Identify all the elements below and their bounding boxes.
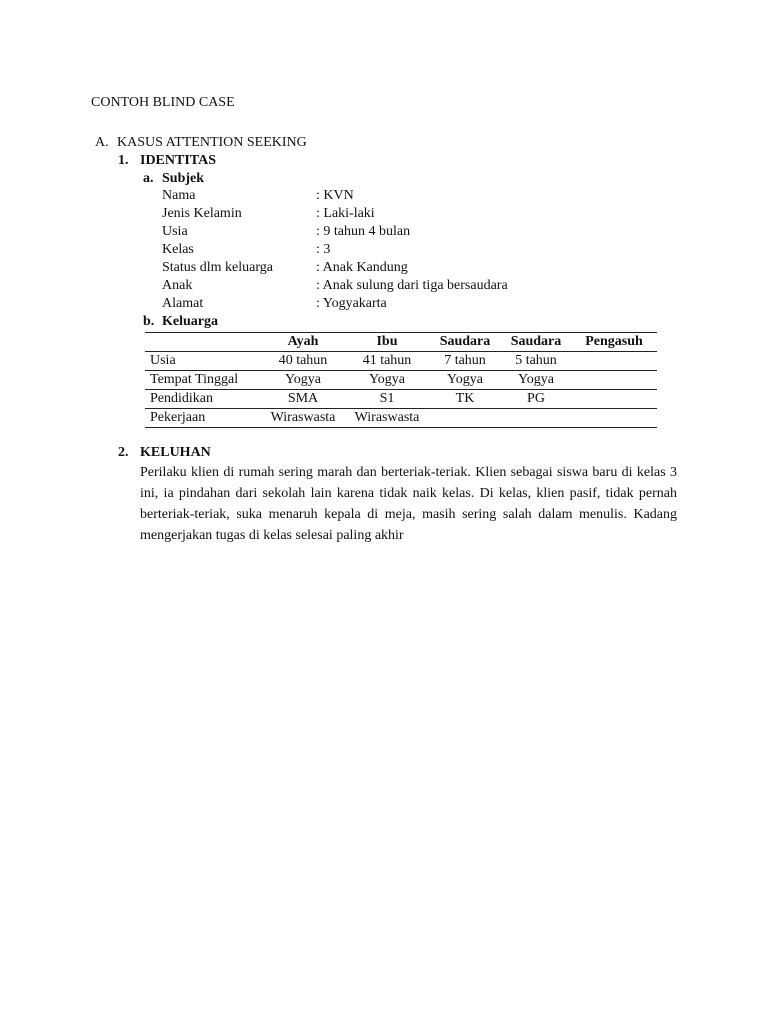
table-cell: 40 tahun <box>278 353 328 368</box>
table-cell: Pekerjaan <box>150 410 206 425</box>
subjek-title: Subjek <box>162 171 205 186</box>
table-cell <box>571 352 657 371</box>
table-row <box>145 390 657 409</box>
table-cell <box>571 409 657 428</box>
field-value: : Anak sulung dari tiga bersaudara <box>316 278 508 293</box>
column-header: Saudara <box>510 334 562 349</box>
identitas-heading <box>118 152 216 170</box>
table-cell: S1 <box>379 391 395 406</box>
subjek-field-row <box>162 205 508 223</box>
table-cell <box>429 409 501 428</box>
table-cell <box>571 390 657 409</box>
field-label: Anak <box>162 278 193 293</box>
table-cell: Tempat Tinggal <box>150 372 239 387</box>
field-value: : KVN <box>316 188 354 203</box>
table-cell: PG <box>527 391 545 406</box>
table-row <box>145 409 657 428</box>
table-cell: Yogya <box>518 372 554 387</box>
keluarga-heading <box>143 313 218 331</box>
field-label: Alamat <box>162 296 204 311</box>
keluarga-table <box>145 332 657 428</box>
document-title: CONTOH BLIND CASE <box>91 95 235 110</box>
field-label: Jenis Kelamin <box>162 206 242 221</box>
field-label: Usia <box>162 224 188 239</box>
subjek-field-row <box>162 241 508 259</box>
subjek-field-row <box>162 187 508 205</box>
keluhan-paragraph: Perilaku klien di rumah sering marah dan berteriak-teriak. Klien sebagai siswa baru di kelas 3 ini, ia pindahan dari sekolah lain karena tidak naik kelas. Di kelas, klien pasif, tidak pernah berteriak-teriak, suka menaruh kepala di meja, masih sering salah dalam menulis. Kadang mengerjakan tugas di kelas selesai paling akhir <box>140 465 677 543</box>
field-value: : Laki-laki <box>316 206 375 221</box>
keluarga-title: Keluarga <box>162 314 218 329</box>
subjek-marker: a. <box>143 171 154 186</box>
table-cell <box>501 409 571 428</box>
table-cell: Usia <box>150 353 176 368</box>
column-header: Pengasuh <box>585 334 643 349</box>
field-label: Status dlm keluarga <box>162 260 273 275</box>
table-cell: Yogya <box>285 372 321 387</box>
field-value: : 9 tahun 4 bulan <box>316 224 411 239</box>
table-cell: Yogya <box>447 372 483 387</box>
subjek-fields <box>162 187 508 313</box>
field-label: Kelas <box>162 242 194 257</box>
field-value: : Yogyakarta <box>316 296 387 311</box>
identitas-title: IDENTITAS <box>140 153 216 168</box>
subjek-field-row <box>162 295 508 313</box>
subjek-field-row <box>162 223 508 241</box>
keluhan-marker: 2. <box>118 445 129 460</box>
table-cell: 5 tahun <box>515 353 557 368</box>
column-header: Ibu <box>376 334 398 349</box>
column-header: Ayah <box>287 334 319 349</box>
table-cell: 7 tahun <box>444 353 486 368</box>
subjek-field-row <box>162 259 508 277</box>
table-cell: Yogya <box>369 372 405 387</box>
section-a-marker: A. <box>95 135 109 150</box>
table-header-row <box>145 333 657 352</box>
table-cell: TK <box>455 391 475 406</box>
table-cell: 41 tahun <box>362 353 412 368</box>
table-row <box>145 352 657 371</box>
identitas-marker: 1. <box>118 153 129 168</box>
keluhan-heading <box>118 444 211 462</box>
subjek-heading <box>143 170 204 188</box>
column-header <box>145 333 261 352</box>
table-cell: Pendidikan <box>150 391 213 406</box>
field-value: : Anak Kandung <box>316 260 408 275</box>
table-cell <box>571 371 657 390</box>
table-cell: SMA <box>287 391 319 406</box>
table-cell: Wiraswasta <box>354 410 420 425</box>
keluhan-title: KELUHAN <box>140 445 211 460</box>
section-a-title: KASUS ATTENTION SEEKING <box>117 135 307 150</box>
section-a-heading <box>95 134 307 152</box>
table-cell: Wiraswasta <box>270 410 336 425</box>
field-value: : 3 <box>316 242 331 257</box>
table-row <box>145 371 657 390</box>
column-header: Saudara <box>439 334 491 349</box>
keluarga-marker: b. <box>143 314 155 329</box>
subjek-field-row <box>162 277 508 295</box>
field-label: Nama <box>162 188 196 203</box>
